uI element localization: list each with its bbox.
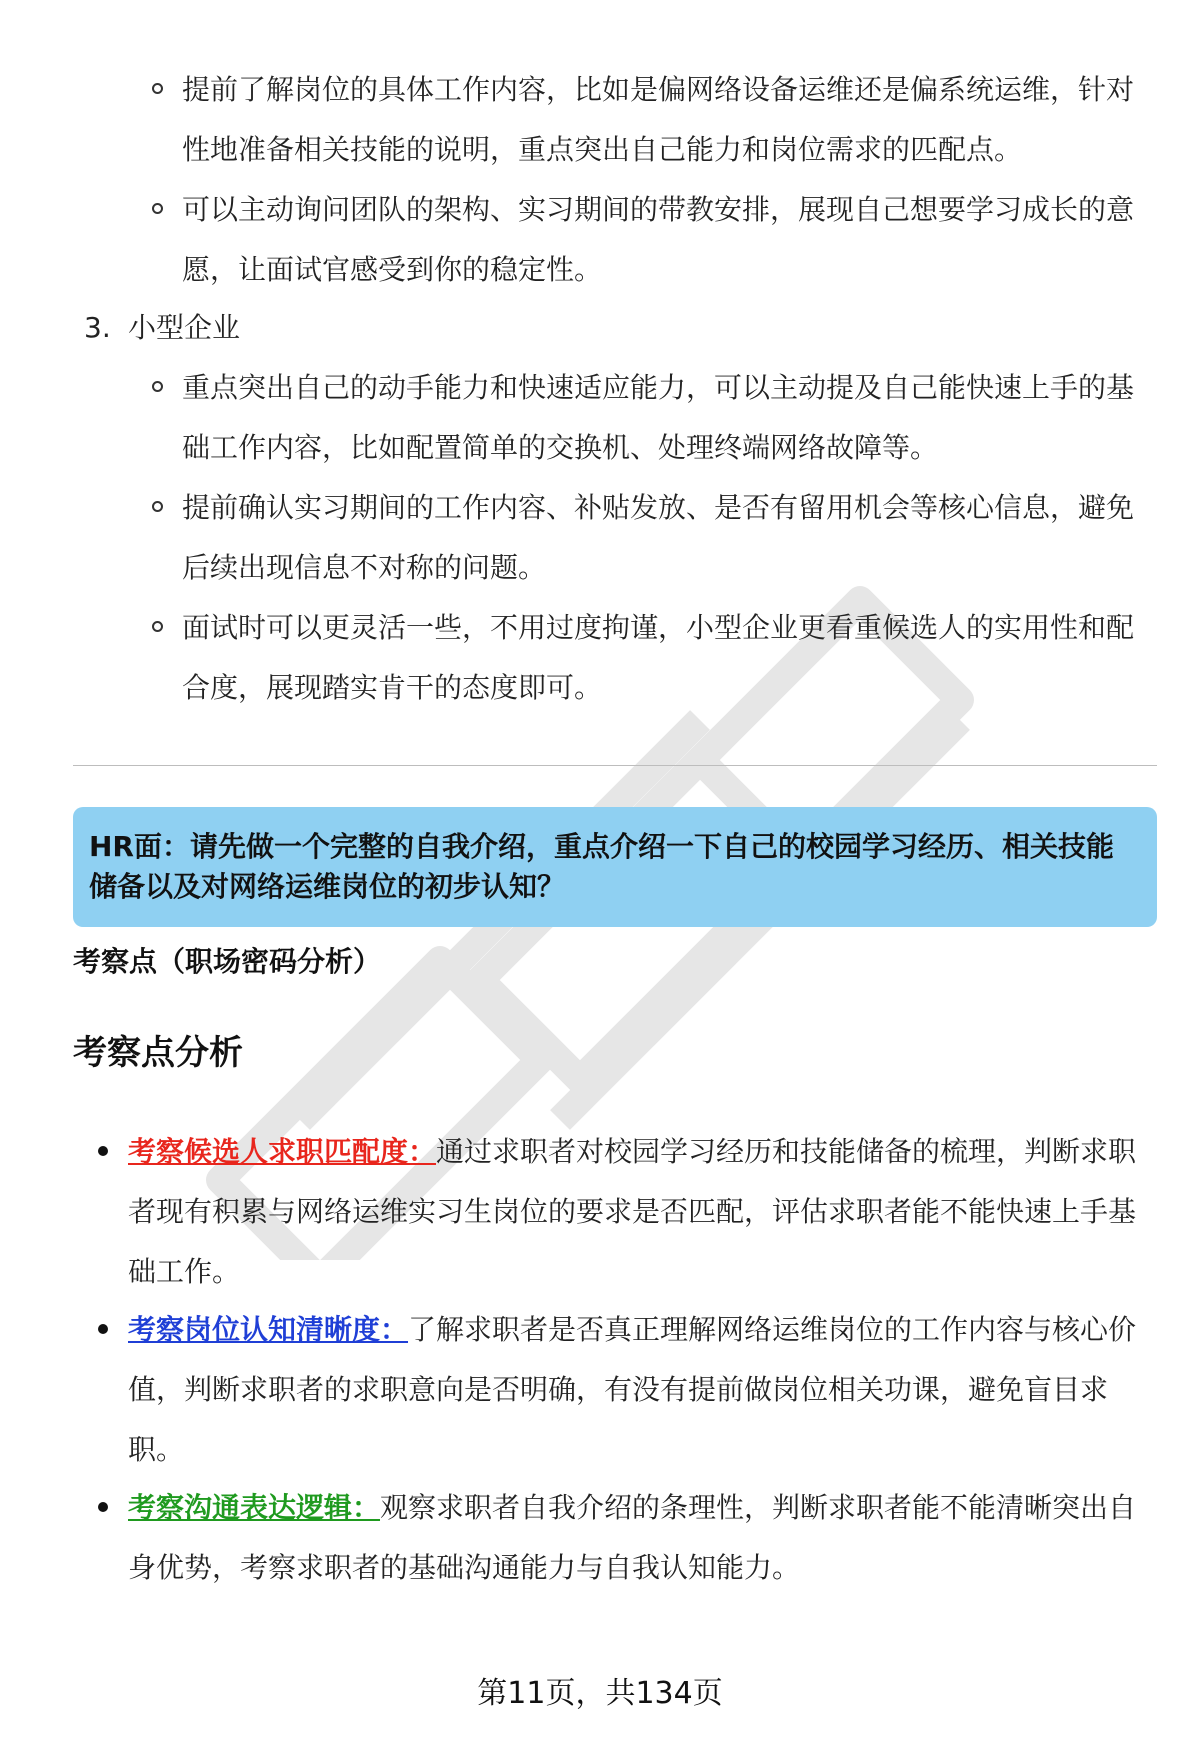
bullet-dot-icon (98, 1502, 108, 1512)
divider (73, 765, 1157, 766)
list-item: 提前确认实习期间的工作内容、补贴发放、是否有留用机会等核心信息，避免后续出现信息不对称的问题。 (152, 478, 1142, 598)
point-text: 通过求职者对校园学习经历和技能储备的梳理，判断求职者现有积累与网络运维实习生岗位的要求是否匹配，评估求职者能不能快速上手基础工作。 (128, 1135, 1137, 1288)
list-item: 提前了解岗位的具体工作内容，比如是偏网络设备运维还是偏系统运维，针对性地准备相关技能的说明，重点突出自己能力和岗位需求的匹配点。 (152, 60, 1142, 180)
point-text: 观察求职者自我介绍的条理性，判断求职者能不能清晰突出自身优势，考察求职者的基础沟通能力与自我认知能力。 (128, 1491, 1137, 1584)
list-item-label: 小型企业 (128, 311, 241, 344)
hollow-circle-bullet-icon (152, 381, 163, 392)
question-text: HR面：请先做一个完整的自我介绍，重点介绍一下自己的校园学习经历、相关技能储备以及对网络运维岗位的初步认知？ (89, 830, 1114, 903)
analysis-label: 考察点（职场密码分析） (73, 945, 382, 978)
hollow-circle-bullet-icon (152, 203, 163, 214)
analysis-point (98, 1300, 1143, 1480)
analysis-point (98, 1122, 1143, 1302)
ordered-list-item (84, 298, 240, 358)
bullet-dot-icon (98, 1146, 108, 1156)
list-item: 面试时可以更灵活一些，不用过度拘谨，小型企业更看重候选人的实用性和配合度，展现踏实肯干的态度即可。 (152, 598, 1142, 718)
page-footer: 第11页，共134页 (477, 1676, 723, 1711)
analysis-point (98, 1478, 1143, 1598)
hollow-circle-bullet-icon (152, 621, 163, 632)
hollow-circle-bullet-icon (152, 501, 163, 512)
point-lead: 考察候选人求职匹配度： (128, 1135, 437, 1168)
list-number: 3. (84, 311, 111, 344)
point-lead: 考察岗位认知清晰度： (128, 1313, 409, 1346)
list-item: 重点突出自己的动手能力和快速适应能力，可以主动提及自己能快速上手的基础工作内容，比如配置简单的交换机、处理终端网络故障等。 (152, 358, 1142, 478)
bullet-dot-icon (98, 1324, 108, 1334)
section-title: 考察点分析 (73, 1033, 243, 1073)
point-lead: 考察沟通表达逻辑： (128, 1491, 381, 1524)
question-callout (73, 807, 1157, 927)
list-item: 可以主动询问团队的架构、实习期间的带教安排，展现自己想要学习成长的意愿，让面试官感受到你的稳定性。 (152, 180, 1142, 300)
point-text: 了解求职者是否真正理解网络运维岗位的工作内容与核心价值，判断求职者的求职意向是否明确，有没有提前做岗位相关功课，避免盲目求职。 (128, 1313, 1137, 1466)
hollow-circle-bullet-icon (152, 83, 163, 94)
